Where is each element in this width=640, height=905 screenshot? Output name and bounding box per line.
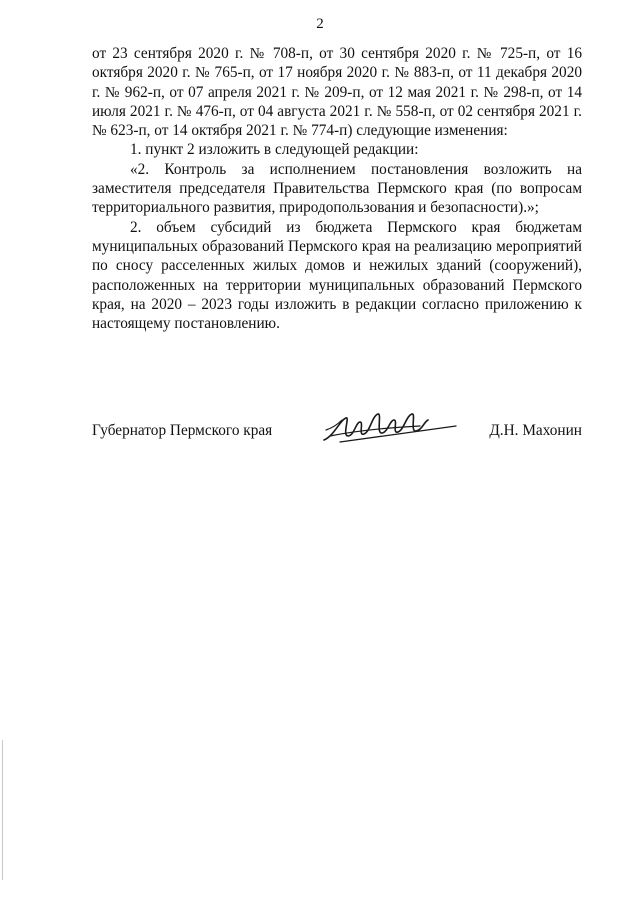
handwritten-signature (320, 406, 460, 450)
signer-name: Д.Н. Махонин (489, 422, 582, 439)
scan-edge-line (2, 740, 3, 880)
paragraph-amendments-list: от 23 сентября 2020 г. № 708-п, от 30 сентября 2020 г. № 725-п, от 16 октября 2020 г. № 765-п, от 17 ноября 2020 г. № 883-п, от 11 декабря 2020 г. № 962-п, от 07 апреля 2021 г. № 209-п, от 12 мая 2021 г. № 298-п, от 14 июля 2021 г. № 476-п, от 04 августа 2021 г. № 558-п, от 02 сентября 2021 г. № 623-п, от 14 октября 2021 г. № 774-п) следующие изменения: (92, 45, 582, 140)
signature-block (92, 404, 582, 454)
signer-title: Губернатор Пермского края (92, 422, 273, 439)
paragraph-item-1: 1. пункт 2 изложить в следующей редакции: (130, 141, 419, 159)
document-body (92, 44, 582, 333)
paragraph-item-2: 2. объем субсидий из бюджета Пермского края бюджетам муниципальных образований Пермского края на реализацию мероприятий по сносу расселенных жилых домов и нежилых зданий (сооружений), расположенных на территории муниципальных образований Пермского края, на 2020 – 2023 годы изложить в редакции согласно приложению к настоящему постановлению. (92, 218, 582, 333)
paragraph-quote: «2. Контроль за исполнением постановления возложить на заместителя председателя Правительства Пермского края (по вопросам территориального развития, природопользования и безопасности).»; (92, 160, 582, 217)
page-number: 2 (316, 16, 324, 32)
